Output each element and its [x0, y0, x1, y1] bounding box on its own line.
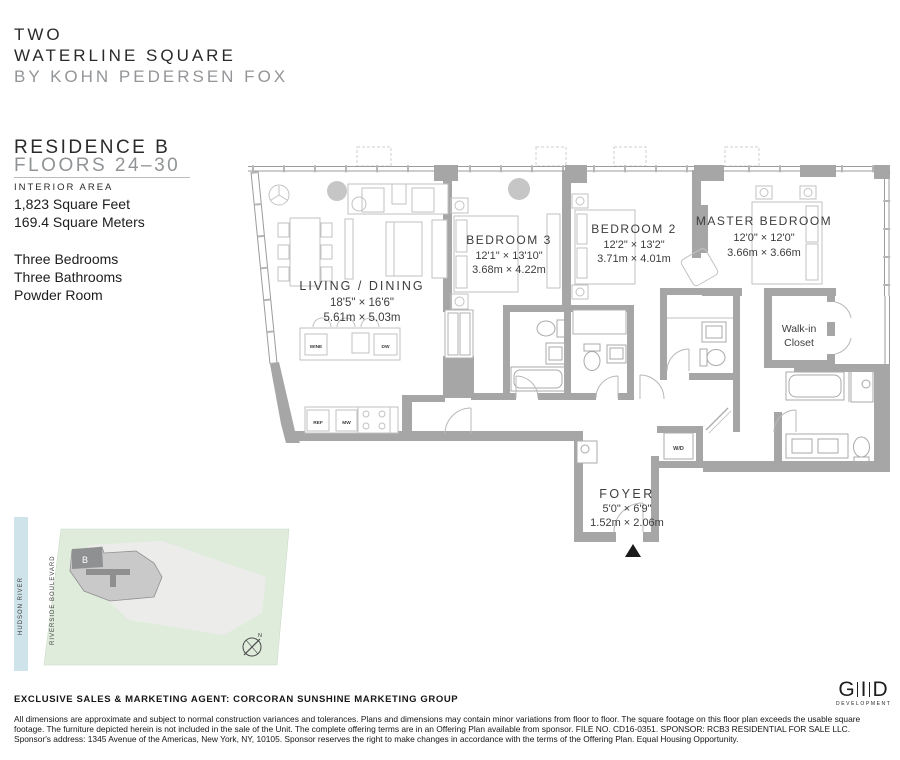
logo-letter-d: D: [872, 678, 888, 701]
logo-letter-g: G: [838, 678, 855, 701]
divider-line: [14, 177, 190, 178]
lounge-chair: [432, 220, 447, 278]
nightstand: [800, 186, 816, 199]
ref-label: REF: [313, 421, 323, 426]
nightstand: [451, 198, 468, 213]
walkin-closet-label-1: Walk-in: [781, 323, 817, 335]
area-square-meters: 169.4 Square Meters: [14, 214, 145, 230]
bedroom3-metric: 3.68m × 4.22m: [472, 264, 546, 276]
logo-bar: [857, 682, 858, 697]
bedroom3-imperial: 12'1" × 13'10": [475, 250, 543, 262]
walkin-closet-label-2: Closet: [784, 337, 814, 349]
floorplan-drawing: [240, 140, 900, 570]
kitchen-wall-counter: [305, 407, 398, 433]
legal-disclaimer: All dimensions are approximate and subject to normal construction variances and tolerances. Plans and dimensions may contain minor variations from floor to floor. The square footage on this floor plan exceeds the usable square footage. The furniture depicted herein is not included in the sale of the Unit. The complete offering terms are in an Offering Plan available from sponsor. FILE NO. CD16-0351. SPONSOR: RCB3 RESIDENTIAL FOR SALE LLC. Sponsor's address: 1345 Avenue of the Americas, New York, NY, 10105. Sponsor reserves the right to make changes in accordance with the terms of the Offering Plan. Equal Housing Opportunity.: [14, 714, 861, 745]
wine-label: WINE: [309, 345, 323, 350]
building-title-line1: TWO: [14, 25, 63, 44]
logo-letter-i: I: [860, 678, 867, 701]
closet: [573, 310, 626, 334]
master-bedroom-label: MASTER BEDROOM: [695, 214, 833, 228]
bathtub: [511, 367, 565, 391]
round-table: [508, 178, 530, 200]
washer-dryer-label: W/D: [673, 446, 684, 452]
toilet: [557, 320, 565, 337]
residence-floors: FLOORS 24–30: [14, 155, 181, 176]
feature-list: [14, 250, 122, 304]
foyer-metric: 1.52m × 2.06m: [590, 517, 664, 529]
feature-bedrooms: Three Bedrooms: [14, 251, 119, 267]
residence-b-marker: B: [81, 555, 89, 565]
nightstand: [572, 285, 588, 299]
hudson-river-label: HUDSON RIVER: [18, 576, 24, 635]
building-core: [86, 569, 130, 575]
bedroom3-label: BEDROOM 3: [466, 233, 552, 247]
building-title: [14, 24, 288, 87]
logo-subtitle: DEVELOPMENT: [836, 701, 892, 707]
compass-n-label: N: [258, 633, 262, 639]
living-dining-imperial: 18'5" × 16'6": [329, 297, 395, 309]
residence-title: RESIDENCE B: [14, 137, 171, 158]
building-core-stem: [110, 573, 116, 587]
building-architect: BY KOHN PEDERSEN FOX: [14, 67, 289, 86]
logo-bar: [869, 682, 870, 697]
dining-table: [290, 218, 320, 286]
marketing-agent-line: EXCLUSIVE SALES & MARKETING AGENT: CORCORAN SUNSHINE MARKETING GROUP: [14, 694, 459, 705]
riverside-boulevard-label: RIVERSIDE BOULEVARD: [50, 555, 56, 645]
sofa: [386, 222, 422, 276]
bedroom2-imperial: 12'2" × 13'2": [603, 239, 665, 251]
master-bedroom-metric: 3.66m × 3.66m: [727, 247, 801, 259]
roof-overhang-marks: [357, 147, 759, 166]
feature-powder-room: Powder Room: [14, 287, 103, 303]
toilet: [700, 349, 707, 366]
nightstand: [451, 294, 468, 309]
mw-label: MW: [342, 421, 351, 426]
double-vanity: [786, 434, 848, 458]
master-bedroom-imperial: 12'0" × 12'0": [733, 232, 795, 244]
closet: [445, 310, 473, 358]
media-console: [345, 219, 353, 279]
foyer-imperial: 5'0" × 6'9": [602, 503, 652, 515]
building-title-line2: WATERLINE SQUARE: [14, 46, 236, 65]
nightstand: [572, 194, 588, 208]
bathtub: [786, 372, 844, 400]
bedroom2-metric: 3.71m × 4.01m: [597, 253, 671, 265]
bedroom2-label: BEDROOM 2: [591, 222, 677, 236]
feature-bathrooms: Three Bathrooms: [14, 269, 123, 285]
foyer-label: FOYER: [599, 487, 655, 501]
living-dining-label: LIVING / DINING: [299, 279, 425, 293]
dw-label: DW: [381, 345, 390, 350]
nightstand: [756, 186, 772, 199]
area-square-feet: 1,823 Square Feet: [14, 196, 130, 212]
toilet: [584, 344, 600, 351]
entry-arrow-icon: [625, 544, 641, 557]
dresser: [547, 214, 560, 288]
living-dining-metric: 5.61m × 5.03m: [323, 312, 401, 324]
site-map: [14, 515, 294, 673]
round-table: [327, 181, 347, 201]
interior-area-label: INTERIOR AREA: [14, 182, 114, 193]
developer-logo: [836, 679, 890, 707]
